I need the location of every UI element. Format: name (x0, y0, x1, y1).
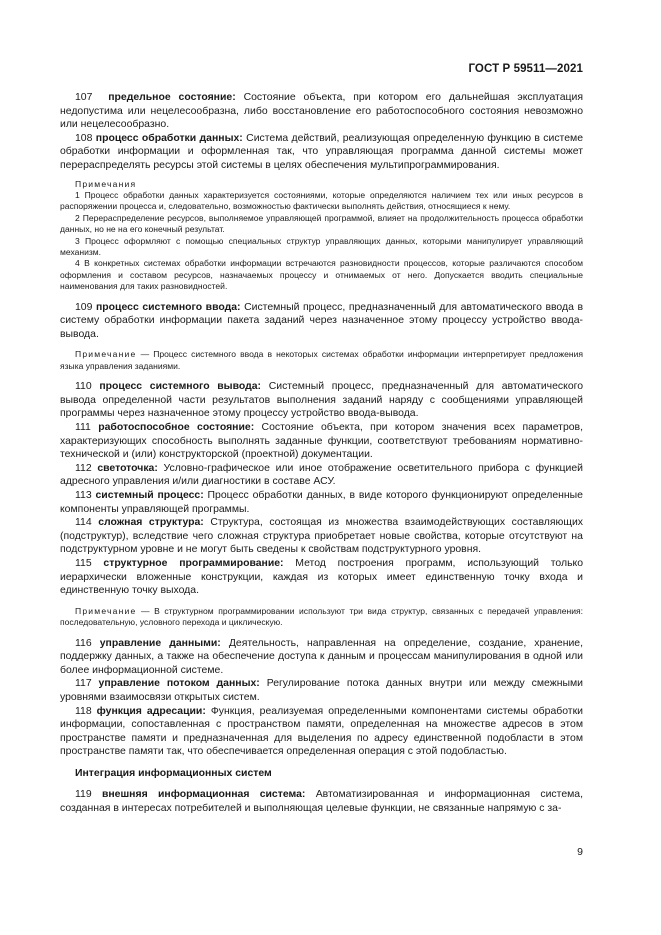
note-4: 4 В конкретных системах обработки информации встречаются разновидности процессов, которые различаются способом оформления и составом ресурсов, назначаемых процессу и отнимаемых от него. Допускается вводить специальные наименования для таких разновидностей. (60, 258, 583, 292)
term-117-name: управление потоком данных: (98, 678, 260, 690)
section-heading: Интеграция информационных систем (75, 767, 272, 779)
term-115: 115 структурное программирование: Метод построения программ, использующий только иерархически вложенные конструкции, каждая из которых имеет единственную точку входа и единственную точку выхода. (60, 557, 583, 597)
document-id: ГОСТ Р 59511—2021 (468, 63, 583, 75)
term-107: 107 предельное состояние: Состояние объекта, при котором его дальнейшая эксплуатация недопустима или нецелесообразна, либо восстановление его работоспособного состояния невозможно или нецелесообразно. (60, 92, 583, 131)
term-112: 112 светоточка: Условно-графическое или иное отображение осветительного прибора с функцией адресного управления и/или диагностики в составе АСУ. (60, 462, 583, 488)
term-119-name: внешняя информационная система: (101, 789, 306, 801)
note-2: 2 Перераспределение ресурсов, выполняемое управляющей программой, влияет на продолжительность процесса обработки данных, но не на его конечный результат. (60, 212, 583, 235)
term-116: 116 управление данными: Деятельность, направленная на определение, создание, хранение, поддержку данных, а также на обеспечение доступа к данным и процессам манипулирования в одной или более информационной системе. (60, 637, 583, 676)
term-109-name: процесс системного ввода: (96, 301, 241, 313)
note-1: 1 Процесс обработки данных характеризуется состояниями, которые определяются наличием тех или иных ресурсов в распоряжении процесса и, следовательно, возможностью фактически выполнять действия, относящиеся к нему. (60, 189, 583, 212)
term-113: 113 системный процесс: Процесс обработки данных, в виде которого функционируют определенные компоненты управляющей программы. (60, 489, 583, 515)
term-113-name: системный процесс: (95, 489, 204, 501)
term-107-name: предельное состояние: (108, 92, 236, 103)
notes-title: Примечания (75, 178, 137, 189)
note-109: Примечание — Процесс системного ввода в некоторых системах обработки информации интерпретирует предложения языка управления заданиями. (60, 349, 583, 371)
term-119: 119 внешняя информационная система: Автоматизированная и информационная система, созданная в интересах потребителей и выполняющая целевые функции, не связанные напрямую с за- (60, 789, 583, 815)
term-115-name: структурное программирование: (103, 557, 284, 569)
term-108-name: процесс обработки данных: (95, 132, 243, 144)
term-111: 111 работоспособное состояние: Состояние объекта, при котором значения всех параметров, характеризующих способность выполнять заданные функции, соответствуют требованиям нормативно-технической и (или) конструкторской (проектной) документации. (60, 422, 584, 461)
term-116-name: управление данными: (99, 637, 221, 649)
page-number: 9 (577, 846, 583, 858)
term-109: 109 процесс системного ввода: Системный процесс, предназначенный для автоматического ввода в систему обработки информации пакета заданий через назначенное этому процессу устройство ввода-вывода. (60, 301, 584, 340)
term-108: 108 процесс обработки данных: Система действий, реализующая определенную функцию в системе обработки информации и оформленная так, что управляющая программа данной системы может перераспределять ресурсы этой системы в целях обеспечения мультипрограммирования. (60, 132, 583, 171)
note-115: Примечание — В структурном программировании используют три вида структур, связанных с передачей управления: последовательную, условного перехода и циклическую. (60, 605, 583, 628)
term-117: 117 управление потоком данных: Регулирование потока данных внутри или между смежными уровнями взаимосвязи открытых систем. (60, 678, 583, 703)
term-112-name: светоточка: (97, 462, 158, 474)
term-114: 114 сложная структура: Структура, состоящая из множества взаимодействующих составляющих (подструктур), вследствие чего сложная структура приобретает новые свойства, которые отсутствуют на подструктурном уровне и не могут быть сведены к свойствам подструктурного уровня. (60, 517, 583, 556)
term-118-name: функция адресации: (96, 705, 206, 717)
document-body (60, 91, 583, 816)
term-110: 110 процесс системного вывода: Системный процесс, предназначенный для автоматического вывода определенной части результатов выполнения заданий наряду с сообщениями управляющей программы через назначенное этому процессу устройство ввода-вывода. (60, 381, 584, 420)
term-110-name: процесс системного вывода: (99, 381, 262, 393)
term-111-name: работоспособное состояние: (98, 422, 255, 433)
term-118: 118 функция адресации: Функция, реализуемая определенными компонентами системы обработки информации, сопоставленная с пространством памяти, определенная на множестве адресов в этом пространстве памяти и предназначенная для выделения по адресу единственной подобласти в этом пространстве памяти так, что обеспечивается определенная операция с этой подобластью. (60, 705, 583, 758)
note-3: 3 Процесс оформляют с помощью специальных структур управляющих данных, которыми манипулирует управляющий механизм. (60, 235, 583, 257)
term-114-name: сложная структура: (98, 517, 204, 529)
